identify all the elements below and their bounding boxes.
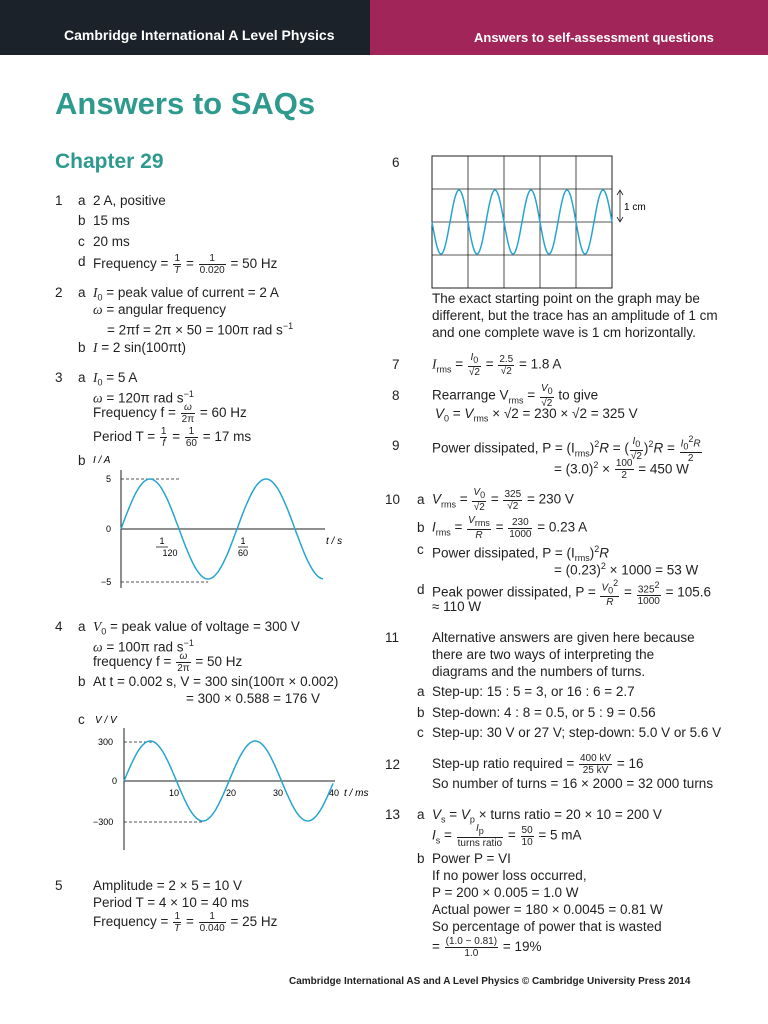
header-section-title: Answers to self-assessment questions [370, 0, 768, 55]
q3-a-line2: ω = 120π rad $s^{-1}$ [93, 389, 194, 406]
q13-b-line6: = $\frac{(1.0 - 0.81)}{1.0}$ = 19% [432, 936, 542, 959]
q4-b-line2: = 300 × 0.588 = 176 V [186, 691, 320, 706]
q4-a-line1: $V_0$ = peak value of voltage = 300 V [93, 619, 300, 637]
chapter-heading: Chapter 29 [55, 150, 164, 173]
q6-text-line3: and one complete wave is 1 cm horizontally. [432, 325, 696, 340]
q3-current-time-graph [90, 448, 343, 593]
q11-a-label: a [417, 684, 425, 699]
q6-scale-label: 1 cm [624, 202, 646, 213]
q3-graph-ytick-0: 0 [106, 524, 112, 534]
q7-equation: $I_{rms}$ = $\frac{I_0}{√2}$ = $\frac{2.5}{√2}$ = 1.8 A [432, 352, 562, 378]
q3-graph-xtick-1-120: 1 [159, 536, 165, 546]
q10-c-line1: Power dissipated, $P = (I_{rms})^2R$ [432, 544, 609, 564]
q10-d-label: d [417, 582, 425, 597]
q4-graph-ytick-300: 300 [98, 737, 114, 747]
footer-copyright: Cambridge International AS and A Level Physics © Cambridge University Press 2014 [289, 976, 691, 987]
q4-graph-ytick-0: 0 [112, 776, 118, 786]
q2-a-line2: ω = angular frequency [93, 302, 227, 317]
q3-b-label: b [78, 453, 86, 468]
q6-oscilloscope-trace [430, 154, 660, 294]
q10-a-answer: $V_{rms}$ = $\frac{V_0}{√2}$ = $\frac{325}{√2}$ = 230 V [432, 487, 574, 513]
q13-b-line2: If no power loss occurred, [432, 868, 587, 883]
q3-graph-ytick-5: 5 [106, 474, 112, 484]
q1-d-label: d [78, 254, 86, 269]
q11-c-answer: Step-up: 30 V or 27 V; step-down: 5.0 V or 5.6 V [432, 725, 722, 740]
q1-a-answer: 2 A, positive [93, 193, 166, 208]
q4-a-line2: ω = 100π rad $s^{-1}$ [93, 638, 194, 655]
q6-number: 6 [392, 155, 400, 170]
q12-number: 12 [385, 757, 401, 772]
q8-number: 8 [392, 388, 400, 403]
q4-graph-xtick-30: 30 [272, 788, 284, 798]
q1-d-answer: Frequency = $\frac{1}{T}$ = $\frac{1}{0.020}$ = 50 Hz [93, 253, 278, 276]
q13-b-line4: Actual power = 180 × 0.0045 = 0.81 W [432, 902, 663, 917]
q11-intro-line1: Alternative answers are given here because [432, 630, 695, 645]
q4-graph-xlabel: t / ms [344, 788, 369, 799]
q12-line2: So number of turns = 16 × 2000 = 32 000 turns [432, 776, 714, 791]
q4-graph-xtick-20: 20 [225, 788, 237, 798]
q13-b-line3: P = 200 × 0.005 = 1.0 W [432, 885, 579, 900]
q10-number: 10 [385, 492, 401, 507]
q2-number: 2 [55, 285, 63, 300]
q9-line2: = $(3.0)^2$ × $\frac{100}{2}$ = 450 W [554, 458, 689, 482]
q10-c-line2: = $(0.23)^2 \times 1000 = 53$ W [554, 561, 699, 578]
q11-b-label: b [417, 705, 425, 720]
q13-number: 13 [385, 807, 401, 822]
q10-d-line2: ≈ 110 W [432, 599, 482, 614]
q1-c-answer: 20 ms [93, 234, 130, 249]
q3-graph-xtick-1-120-den: 120 [162, 548, 178, 558]
q5-line2: Period T = 4 × 10 = 40 ms [93, 895, 249, 910]
q13-b-line1: Power P = VI [432, 851, 511, 866]
q4-c-label: c [78, 712, 85, 727]
q2-a-line3: = 2πf = 2π × 50 = 100π rad $s^{-1}$ [107, 321, 294, 338]
page-title: Answers to SAQs [55, 86, 316, 121]
q4-graph-ytick-neg300: −300 [93, 817, 114, 827]
q4-graph-xtick-40: 40 [328, 788, 340, 798]
q2-b-answer: I = 2 sin(100πt) [93, 340, 186, 355]
q11-b-answer: Step-down: 4 : 8 = 0.5, or 5 : 9 = 0.56 [432, 705, 656, 720]
q10-b-label: b [417, 520, 425, 535]
q10-b-answer: $I_{rms}$ = $V_{rms}$ R = $\frac{230}{1000}$ = 0.23 A [432, 515, 588, 541]
q3-a-label: a [78, 370, 86, 385]
q4-voltage-time-graph [90, 708, 380, 858]
q9-number: 9 [392, 438, 400, 453]
q11-intro-line2: there are two ways of interpreting the [432, 647, 655, 662]
q10-d-line1: Peak power dissipated, P = $\frac{V_0^2}{R}$ = $\frac{325^2}{1000}$ = 105.6 [432, 578, 711, 609]
q1-b-answer: 15 ms [93, 213, 130, 228]
q4-a-label: a [78, 619, 86, 634]
q10-c-label: c [417, 542, 424, 557]
q8-line2: $V_0 = V_{rms} \times √2 = 230 \times √2 = 325$ V [435, 406, 638, 424]
q11-a-answer: Step-up: 15 : 5 = 3, or 16 : 6 = 2.7 [432, 684, 635, 699]
q12-line1: Step-up ratio required = $\frac{400 kV}{25 kV}$ = 16 [432, 753, 644, 776]
q3-graph-xtick-1-60: 1 [240, 536, 246, 546]
q4-a-line3: frequency f = $\frac{\omega}{2\pi}$ = 50 Hz [93, 651, 243, 674]
q3-a-line1: $I_0 = 5$ A [93, 370, 138, 388]
q4-number: 4 [55, 619, 63, 634]
q3-graph-xtick-1-60-den: 60 [237, 548, 249, 558]
q5-number: 5 [55, 878, 63, 893]
q3-a-line4: Period T = $\frac{1}{f}$ = $\frac{1}{60}$ = 17 ms [93, 426, 252, 449]
q5-line3: Frequency = $\frac{1}{T}$ = $\frac{1}{0.040}$ = 25 Hz [93, 911, 278, 934]
q13-a-line2: $I_s$ = $I_p$ turns ratio = $\frac{50}{10}$ = 5 mA [432, 823, 582, 849]
q2-a-label: a [78, 285, 86, 300]
q3-graph-ylabel: I / A [93, 455, 111, 466]
q13-a-line1: $V_s = V_p$ × turns ratio = 20 × 10 = 200 V [432, 807, 662, 825]
q3-a-line3: Frequency f = $\frac{\omega}{2\pi}$ = 60 Hz [93, 402, 247, 425]
q2-b-label: b [78, 340, 86, 355]
q11-c-label: c [417, 725, 424, 740]
q7-number: 7 [392, 357, 400, 372]
q2-a-line1: $I_0$ = peak value of current = 2 A [93, 285, 279, 303]
q5-line1: Amplitude = 2 × 5 = 10 V [93, 878, 242, 893]
q13-b-label: b [417, 851, 425, 866]
q3-graph-ytick-neg5: −5 [101, 577, 112, 587]
q1-a-label: a [78, 193, 86, 208]
header-book-title: Cambridge International A Level Physics [0, 0, 370, 55]
q11-number: 11 [385, 630, 400, 645]
q4-graph-ylabel: V / V [95, 715, 117, 726]
q1-number: 1 [55, 193, 63, 208]
q3-graph-xlabel: t / s [326, 536, 343, 547]
q11-intro-line3: diagrams and the numbers of turns. [432, 664, 646, 679]
q1-b-label: b [78, 213, 86, 228]
q10-a-label: a [417, 492, 425, 507]
q8-line1: Rearrange $V_{rms}$ = $\frac{V_0}{√2}$ to give [432, 383, 599, 409]
q6-text-line1: The exact starting point on the graph may be [432, 291, 700, 306]
q3-number: 3 [55, 370, 63, 385]
q13-a-label: a [417, 807, 425, 822]
q4-b-line1: At t = 0.002 s, V = 300 sin(100π × 0.002) [93, 674, 339, 689]
q13-b-line5: So percentage of power that is wasted [432, 919, 662, 934]
q4-graph-xtick-10: 10 [168, 788, 180, 798]
q9-line1: Power dissipated, $P = (I_{rms})^2R$ = ( $\frac{I_0}{√2}$ )$^2$R = $\frac{I_0^2R}{2}$ [432, 434, 701, 465]
q1-c-label: c [78, 234, 85, 249]
q4-b-label: b [78, 674, 86, 689]
q6-text-line2: different, but the trace has an amplitude of 1 cm [432, 308, 718, 323]
